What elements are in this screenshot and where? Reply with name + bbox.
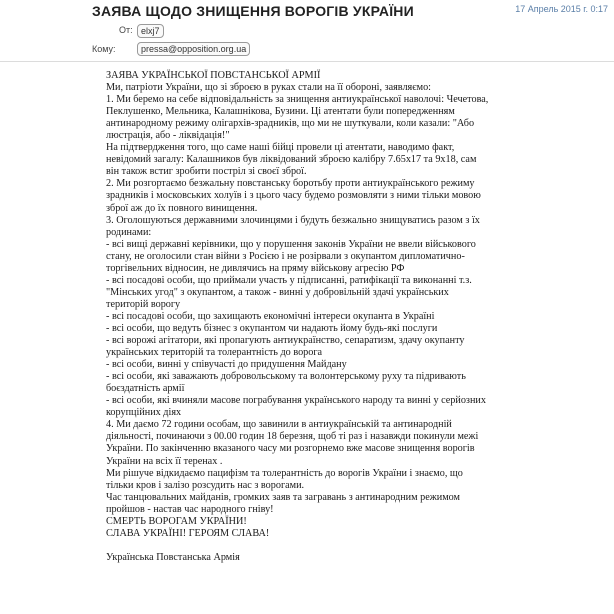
message-line: корупційних діях — [106, 407, 182, 419]
sender-chip[interactable]: elxj7 — [137, 24, 164, 38]
message-line: 2. Ми розгортаємо безжальну повстанську боротьбу проти антиукраїнського режиму — [106, 178, 475, 190]
message-subject: ЗАЯВА ЩОДО ЗНИЩЕННЯ ВОРОГІВ УКРАЇНИ — [92, 3, 414, 19]
message-line: СМЕРТЬ ВОРОГАМ УКРАЇНИ! — [106, 515, 247, 527]
message-line: Час танцювальних майданів, громких заяв та загравань з антинародним режимом — [106, 491, 460, 503]
message-line: невідомий загалу: Калашников був ліквідований зброєю калібру 7.65х17 та 9х18, сам — [106, 154, 477, 166]
message-text — [106, 70, 596, 540]
message-line: стану, не оголосили стан війни з Росією і не розірвали з окупантом дипломатично- — [106, 250, 465, 262]
message-line: - всі ворожі агітатори, які пропагують антиукраїнство, сепаратизм, здачу окупанту — [106, 335, 465, 347]
message-header — [0, 0, 614, 62]
message-line: антинародному режиму олігархів-зрадників, що ми не шуткували, коли казали: "Або — [106, 118, 475, 130]
message-line: зброї аж до їх повного винищення. — [106, 202, 258, 214]
message-line: зрадників і московських холуїв і з цього часу будемо розмовляти з ними тільки мовою — [106, 190, 481, 202]
message-line: Пеклушенко, Мельника, Калашнікова, Бузини. Ці атентати були попередженням — [106, 106, 455, 118]
message-line: - всі особи, винні у співучасті до придушення Майдану — [106, 359, 347, 371]
message-line: 4. Ми даємо 72 години особам, що завинили в антиукраїнській та антинародній — [106, 419, 452, 431]
message-line: 1. Ми беремо на себе відповідальність за знищення антиукраїнської наволочі: Чечетова, — [106, 94, 489, 106]
message-line: люстрація, або - ліквідація!" — [106, 130, 230, 142]
message-line: України. По закінченню вказаного часу ми розгорнемо вже масове знищення ворогів — [106, 443, 475, 455]
message-line: Ми, патріоти України, що зі зброєю в руках стали на її обороні, заявляємо: — [106, 82, 431, 94]
message-line: ЗАЯВА УКРАЇНСЬКОЇ ПОВСТАНСЬКОЇ АРМІЇ — [106, 70, 321, 81]
message-line: На підтвердження того, що саме наші бійці провели ці атентати, наводимо факт, — [106, 142, 455, 154]
message-body — [106, 70, 596, 564]
message-line: боєздатність армії — [106, 383, 185, 395]
recipient-chip[interactable]: pressa@opposition.org.ua — [137, 42, 250, 56]
from-label: От: — [119, 25, 133, 35]
message-date: 17 Апрель 2015 г. 0:17 — [515, 4, 608, 14]
message-line: України на всіх її теренах . — [106, 455, 223, 467]
message-line: територій ворогу — [106, 298, 181, 310]
message-line: діяльності, починаючи з 00.00 годин 18 березня, щоб ті раз і назавжди покинули межі — [106, 431, 479, 443]
message-line: родинами: — [106, 226, 152, 238]
blank-line — [106, 540, 596, 552]
message-line: - всі особи, що ведуть бізнес з окупантом чи надають йому будь-які послуги — [106, 322, 438, 334]
message-signature: Українська Повстанська Армія — [106, 551, 240, 563]
message-line: СЛАВА УКРАЇНІ! ГЕРОЯМ СЛАВА! — [106, 527, 270, 539]
message-line: Ми рішуче відкидаємо пацифізм та толерантність до ворогів України і знаємо, що — [106, 467, 463, 479]
message-line: - всі вищі державні керівники, що у порушення законів України не ввели військового — [106, 238, 476, 250]
message-line: торгівельних відносин, не дивлячись на пряму військову агресію РФ — [106, 262, 405, 274]
message-line: - всі особи, які вчиняли масове пограбування українського народу та винні у серйозних — [106, 395, 486, 407]
message-line: пройшов - настав час народного гніву! — [106, 503, 274, 515]
message-line: "Мінських угод" з окупантом, а також - винні у добровільній здачі українських — [106, 286, 449, 298]
message-line: українських територій та толерантність до ворога — [106, 347, 323, 359]
message-line: - всі особи, які заважають добровольському та волонтерському руху та підривають — [106, 371, 466, 383]
message-line: він також встиг зробити постріл зі своєї зброї. — [106, 166, 307, 178]
message-line: - всі посадові особи, що приймали участь у підписанні, ратифікації та виконанні т.з. — [106, 274, 472, 286]
message-line: - всі посадові особи, що захищають економічні інтереси окупанта в Україні — [106, 310, 435, 322]
to-label: Кому: — [92, 44, 116, 54]
message-line: тільки кров і залізо розсудить нас з ворогами. — [106, 479, 305, 491]
message-line: 3. Оголошуються державними злочинцями і будуть безжально знищуватись разом з їх — [106, 214, 480, 226]
